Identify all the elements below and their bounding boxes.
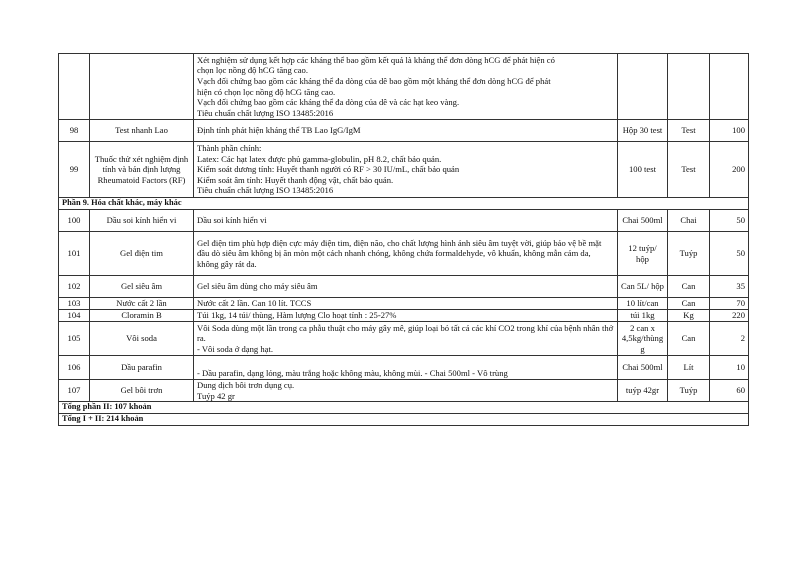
item-table: [58, 53, 749, 426]
description-line: hiện có chọn lọc nồng độ hCG tăng cao.: [197, 86, 336, 97]
description-line: chọn lọc nồng độ hCG tăng cao.: [197, 65, 308, 76]
total-row: [59, 402, 749, 414]
description-line: Kiểm soát âm tính: Huyết thanh động vật, chất bảo quản.: [197, 174, 394, 185]
description-line: Thành phần chính:: [197, 143, 262, 154]
table-row: [59, 310, 749, 322]
description-cell: [194, 322, 618, 356]
table-row: [59, 54, 749, 120]
description-cell: Định tính phát hiện kháng thể TB Lao IgG/IgM: [194, 120, 618, 142]
qty-cell: 50: [710, 232, 749, 276]
description-cell: [194, 380, 618, 402]
spec-cell: Chai 500ml: [618, 356, 668, 380]
qty-cell: 220: [710, 310, 749, 322]
name-cell: Dầu parafin: [90, 356, 194, 380]
description-line: Kiểm soát dương tính: Huyết thanh người có RF > 30 IU/mL, chất bảo quản: [197, 164, 460, 175]
table-row: [59, 322, 749, 356]
qty-cell: 70: [710, 298, 749, 310]
description-cell: Dầu soi kính hiển vi: [194, 210, 618, 232]
description-line: - Vôi soda ở dạng hạt.: [197, 343, 273, 354]
description-cell: Gel điện tim phù hợp điện cực máy điện tim, điện não, cho chất lượng hình ảnh siêu âm tuyệt vời, giúp bảo vệ bề mặt đầu dò siêu âm không bị ăn mòn một cách nhanh chóng, không chứa formaldehyde, vô khuẩn, không mẫn cảm da, không gây rát da.: [194, 232, 618, 276]
total-part-label: Tổng phần II: 107 khoản: [59, 402, 749, 414]
stt-cell: 105: [59, 322, 90, 356]
name-cell: Gel điện tim: [90, 232, 194, 276]
description-line: Tiêu chuẩn chất lượng ISO 13485:2016: [197, 107, 334, 118]
spec-cell: Hộp 30 test: [618, 120, 668, 142]
stt-cell: 107: [59, 380, 90, 402]
table-row: [59, 142, 749, 198]
name-cell: [90, 54, 194, 120]
unit-cell: Can: [668, 276, 710, 298]
description-line: Latex: Các hạt latex được phủ gamma-globulin, pH 8.2, chất bảo quản.: [197, 153, 442, 164]
description-line: Tiêu chuẩn chất lượng ISO 13485:2016: [197, 185, 334, 196]
description-cell: Gel siêu âm dùng cho máy siêu âm: [194, 276, 618, 298]
spec-cell: 2 can x 4,5kg/thùng g: [618, 322, 668, 356]
unit-cell: Can: [668, 298, 710, 310]
stt-cell: 98: [59, 120, 90, 142]
table-row: [59, 120, 749, 142]
description-cell: [194, 142, 618, 198]
stt-cell: 101: [59, 232, 90, 276]
qty-cell: [710, 54, 749, 120]
table-row: [59, 232, 749, 276]
table-row: [59, 276, 749, 298]
spec-cell: 10 lít/can: [618, 298, 668, 310]
description-line: Vôi Soda dùng một lần trong ca phẫu thuật cho máy gây mê, giúp loại bỏ tất cả các khí CO2 trong khí của bệnh nhân thở ra.: [197, 322, 614, 344]
table-row: [59, 380, 749, 402]
description-cell: - Dầu parafin, dạng lỏng, màu trắng hoặc không màu, không mùi. - Chai 500ml - Vô trùng: [194, 356, 618, 380]
name-cell: Test nhanh Lao: [90, 120, 194, 142]
description-line: Vạch đối chứng bao gồm các kháng thể đa dòng của dê và các hạt keo vàng.: [197, 97, 460, 108]
spec-cell: Can 5L/ hộp: [618, 276, 668, 298]
name-cell: Vôi soda: [90, 322, 194, 356]
stt-cell: 100: [59, 210, 90, 232]
description-line: Vạch đối chứng bao gồm các kháng thể đa dòng của dê bao gồm một kháng thể đơn dòng hCG để phát: [197, 75, 551, 86]
section-row: [59, 198, 749, 210]
name-cell: Gel bôi trơn: [90, 380, 194, 402]
stt-cell: [59, 54, 90, 120]
qty-cell: 200: [710, 142, 749, 198]
spec-cell: tuýp 42gr: [618, 380, 668, 402]
unit-cell: Lít: [668, 356, 710, 380]
qty-cell: 35: [710, 276, 749, 298]
name-cell: Gel siêu âm: [90, 276, 194, 298]
total-row: [59, 414, 749, 426]
qty-cell: 2: [710, 322, 749, 356]
qty-cell: 60: [710, 380, 749, 402]
stt-cell: 102: [59, 276, 90, 298]
spec-cell: 100 test: [618, 142, 668, 198]
stt-cell: 103: [59, 298, 90, 310]
section-title: Phần 9. Hóa chất khác, máy khác: [59, 198, 749, 210]
qty-cell: 10: [710, 356, 749, 380]
unit-cell: Test: [668, 120, 710, 142]
total-all-label: Tổng I + II: 214 khoản: [59, 414, 749, 426]
description-cell: Túi 1kg, 14 túi/ thùng, Hàm lượng Clo hoạt tính : 25-27%: [194, 310, 618, 322]
name-cell: Thuốc thử xét nghiệm định tính và bán định lượng Rheumatoid Factors (RF): [90, 142, 194, 198]
table-row: [59, 210, 749, 232]
spec-cell: Chai 500ml: [618, 210, 668, 232]
unit-cell: Chai: [668, 210, 710, 232]
unit-cell: Tuýp: [668, 380, 710, 402]
spec-cell: 12 tuýp/ hộp: [618, 232, 668, 276]
unit-cell: Kg: [668, 310, 710, 322]
description-cell: Nước cất 2 lần. Can 10 lít. TCCS: [194, 298, 618, 310]
unit-cell: Test: [668, 142, 710, 198]
name-cell: Dầu soi kính hiển vi: [90, 210, 194, 232]
qty-cell: 100: [710, 120, 749, 142]
stt-cell: 104: [59, 310, 90, 322]
description-line: Dung dịch bôi trơn dụng cụ.: [197, 380, 295, 390]
table-row: [59, 298, 749, 310]
unit-cell: Can: [668, 322, 710, 356]
unit-cell: [668, 54, 710, 120]
qty-cell: 50: [710, 210, 749, 232]
spec-cell: [618, 54, 668, 120]
table-row: [59, 356, 749, 380]
stt-cell: 99: [59, 142, 90, 198]
unit-cell: Tuýp: [668, 232, 710, 276]
description-line: Tuýp 42 gr: [197, 390, 235, 401]
description-cell: [194, 54, 618, 120]
stt-cell: 106: [59, 356, 90, 380]
name-cell: Cloramin B: [90, 310, 194, 322]
description-line: Xét nghiệm sử dụng kết hợp các kháng thể bao gồm kết quả là kháng thể đơn dòng hCG để phát hiện có: [197, 54, 555, 65]
name-cell: Nước cất 2 lần: [90, 298, 194, 310]
spec-cell: túi 1kg: [618, 310, 668, 322]
